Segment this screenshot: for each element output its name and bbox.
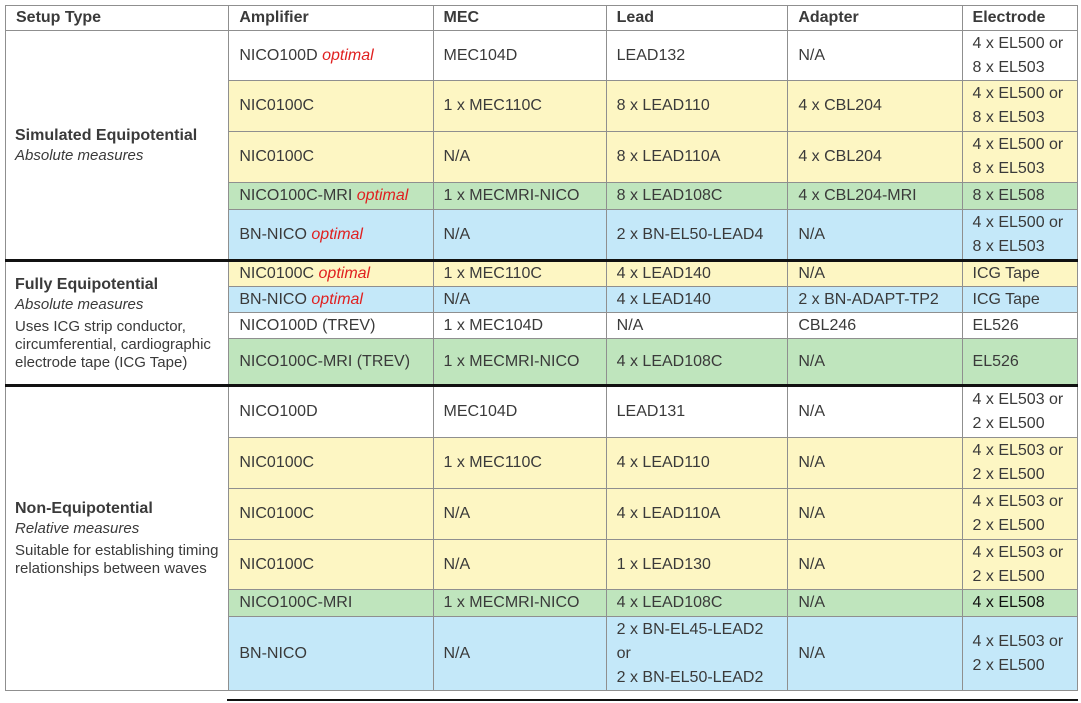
- electrode-line: 4 x EL503 or: [972, 543, 1064, 561]
- electrode-cell: 8 x EL508: [962, 183, 1077, 210]
- adapter-cell: N/A: [788, 261, 962, 287]
- electrode-line: 2 x EL500: [972, 415, 1045, 432]
- header-row: [6, 6, 1078, 31]
- lead-cell: 4 x LEAD108C: [606, 339, 788, 386]
- mec-cell: 1 x MEC110C: [433, 438, 606, 489]
- mec-cell: 1 x MEC104D: [433, 313, 606, 339]
- electrode-cell: [962, 489, 1077, 540]
- setup-type-fully-equipotential: [6, 261, 229, 386]
- table-row: [6, 261, 1078, 287]
- mec-cell: N/A: [433, 617, 606, 691]
- header-amplifier: Amplifier: [229, 6, 433, 31]
- mec-cell: N/A: [433, 287, 606, 313]
- optimal-label: optimal: [318, 265, 371, 282]
- lead-cell: 4 x LEAD140: [606, 287, 788, 313]
- electrode-line: 4 x EL500 or: [972, 34, 1064, 52]
- amplifier-cell: NIC0100C: [229, 132, 433, 183]
- electrode-cell: ICG Tape: [962, 287, 1077, 313]
- mec-cell: N/A: [433, 210, 606, 261]
- amplifier-cell: NIC0100C: [229, 438, 433, 489]
- electrode-cell: [962, 438, 1077, 489]
- header-lead: Lead: [606, 6, 788, 31]
- electrode-line: 4 x EL500 or: [972, 213, 1064, 231]
- electrode-line: 4 x EL500 or: [972, 85, 1064, 102]
- electrode-line: 4 x EL503 or: [972, 442, 1064, 459]
- adapter-cell: CBL246: [788, 313, 962, 339]
- electrode-cell: 4 x EL508: [962, 590, 1077, 617]
- amplifier-cell: NIC0100C: [229, 489, 433, 540]
- electrode-cell: [962, 386, 1077, 438]
- table-row: [6, 31, 1078, 81]
- adapter-cell: N/A: [788, 210, 962, 261]
- electrode-line: 2 x EL500: [972, 656, 1045, 674]
- electrode-cell: [962, 210, 1077, 261]
- mec-cell: 1 x MEC110C: [433, 81, 606, 132]
- amplifier-cell: [229, 31, 433, 81]
- mec-cell: 1 x MEC110C: [433, 261, 606, 287]
- setup-type-subtitle: Absolute measures: [15, 295, 144, 313]
- lead-cell: N/A: [606, 313, 788, 339]
- adapter-cell: N/A: [788, 386, 962, 438]
- electrode-line: 4 x EL503 or: [972, 391, 1064, 408]
- amplifier-cell: [229, 183, 433, 210]
- setup-type-title: Simulated Equipotential: [15, 126, 198, 144]
- lead-line: 2 x BN-EL45-LEAD2: [616, 620, 764, 638]
- electrode-line: 8 x EL503: [972, 109, 1045, 126]
- mec-cell: 1 x MECMRI-NICO: [433, 183, 606, 210]
- adapter-cell: N/A: [788, 617, 962, 691]
- amplifier-cell: [229, 261, 433, 287]
- lead-cell: 8 x LEAD110: [606, 81, 788, 132]
- mec-cell: N/A: [433, 489, 606, 540]
- setup-type-subtitle: Relative measures: [15, 520, 140, 537]
- amplifier-name: NIC0100C: [239, 265, 315, 282]
- amplifier-cell: NICO100D (TREV): [229, 313, 433, 339]
- electrode-line: 8 x EL503: [972, 237, 1045, 255]
- electrode-cell: [962, 540, 1077, 590]
- optimal-label: optimal: [356, 187, 409, 204]
- amplifier-name: NICO100C-MRI: [239, 187, 353, 204]
- electrode-cell: [962, 617, 1077, 691]
- adapter-cell: 4 x CBL204-MRI: [788, 183, 962, 210]
- amplifier-cell: NIC0100C: [229, 540, 433, 590]
- amplifier-cell: BN-NICO: [229, 617, 433, 691]
- electrode-cell: [962, 31, 1077, 81]
- electrode-line: 2 x EL500: [972, 517, 1045, 534]
- mec-cell: MEC104D: [433, 31, 606, 81]
- electrode-cell: [962, 132, 1077, 183]
- lead-cell: 2 x BN-EL50-LEAD4: [606, 210, 788, 261]
- header-electrode: Electrode: [962, 6, 1077, 31]
- mec-cell: 1 x MECMRI-NICO: [433, 339, 606, 386]
- electrode-cell: ICG Tape: [962, 261, 1077, 287]
- adapter-cell: 4 x CBL204: [788, 132, 962, 183]
- lead-cell: 4 x LEAD140: [606, 261, 788, 287]
- optimal-label: optimal: [322, 46, 374, 64]
- amplifier-cell: [229, 210, 433, 261]
- adapter-cell: 2 x BN-ADAPT-TP2: [788, 287, 962, 313]
- electrode-line: 4 x EL503 or: [972, 632, 1064, 650]
- setup-type-non-equipotential: [6, 386, 229, 691]
- amplifier-cell: NICO100D: [229, 386, 433, 438]
- setup-table: [5, 5, 1078, 691]
- electrode-line: 2 x EL500: [972, 466, 1045, 483]
- amplifier-name: BN-NICO: [239, 290, 307, 308]
- lead-line: 2 x BN-EL50-LEAD2: [616, 668, 764, 686]
- adapter-cell: N/A: [788, 339, 962, 386]
- header-setup-type: Setup Type: [6, 6, 229, 31]
- setup-type-description: Suitable for establishing timing relationships between waves: [15, 542, 219, 577]
- lead-cell: 8 x LEAD108C: [606, 183, 788, 210]
- lead-line: or: [616, 644, 631, 662]
- electrode-cell: EL526: [962, 339, 1077, 386]
- mec-cell: N/A: [433, 132, 606, 183]
- lead-cell: LEAD132: [606, 31, 788, 81]
- lead-cell: 4 x LEAD110A: [606, 489, 788, 540]
- electrode-cell: EL526: [962, 313, 1077, 339]
- setup-type-subtitle: Absolute measures: [15, 146, 144, 164]
- lead-cell: 4 x LEAD108C: [606, 590, 788, 617]
- lead-cell: 4 x LEAD110: [606, 438, 788, 489]
- optimal-label: optimal: [311, 290, 363, 308]
- amplifier-name: NICO100D: [239, 46, 318, 64]
- lead-cell: 1 x LEAD130: [606, 540, 788, 590]
- adapter-cell: N/A: [788, 590, 962, 617]
- electrode-line: 4 x EL500 or: [972, 136, 1064, 153]
- mec-cell: N/A: [433, 540, 606, 590]
- header-mec: MEC: [433, 6, 606, 31]
- mec-cell: 1 x MECMRI-NICO: [433, 590, 606, 617]
- amplifier-cell: [229, 287, 433, 313]
- electrode-line: 2 x EL500: [972, 567, 1045, 585]
- lead-cell: [606, 617, 788, 691]
- electrode-cell: [962, 81, 1077, 132]
- header-adapter: Adapter: [788, 6, 962, 31]
- bottom-rule: [227, 699, 1078, 701]
- amplifier-cell: NICO100C-MRI (TREV): [229, 339, 433, 386]
- adapter-cell: N/A: [788, 31, 962, 81]
- setup-type-title: Fully Equipotential: [15, 275, 159, 293]
- adapter-cell: N/A: [788, 540, 962, 590]
- mec-cell: MEC104D: [433, 386, 606, 438]
- optimal-label: optimal: [311, 225, 363, 243]
- setup-type-simulated-equipotential: [6, 31, 229, 261]
- adapter-cell: N/A: [788, 489, 962, 540]
- adapter-cell: N/A: [788, 438, 962, 489]
- electrode-line: 8 x EL503: [972, 58, 1045, 76]
- setup-type-title: Non-Equipotential: [15, 500, 153, 517]
- lead-cell: 8 x LEAD110A: [606, 132, 788, 183]
- table-row: [6, 386, 1078, 438]
- amplifier-name: BN-NICO: [239, 225, 307, 243]
- electrode-line: 4 x EL503 or: [972, 493, 1064, 510]
- setup-type-description: Uses ICG strip conductor, circumferential, cardiographic electrode tape (ICG Tape): [15, 317, 211, 371]
- lead-cell: LEAD131: [606, 386, 788, 438]
- amplifier-cell: NICO100C-MRI: [229, 590, 433, 617]
- electrode-line: 8 x EL503: [972, 160, 1045, 177]
- amplifier-cell: NIC0100C: [229, 81, 433, 132]
- adapter-cell: 4 x CBL204: [788, 81, 962, 132]
